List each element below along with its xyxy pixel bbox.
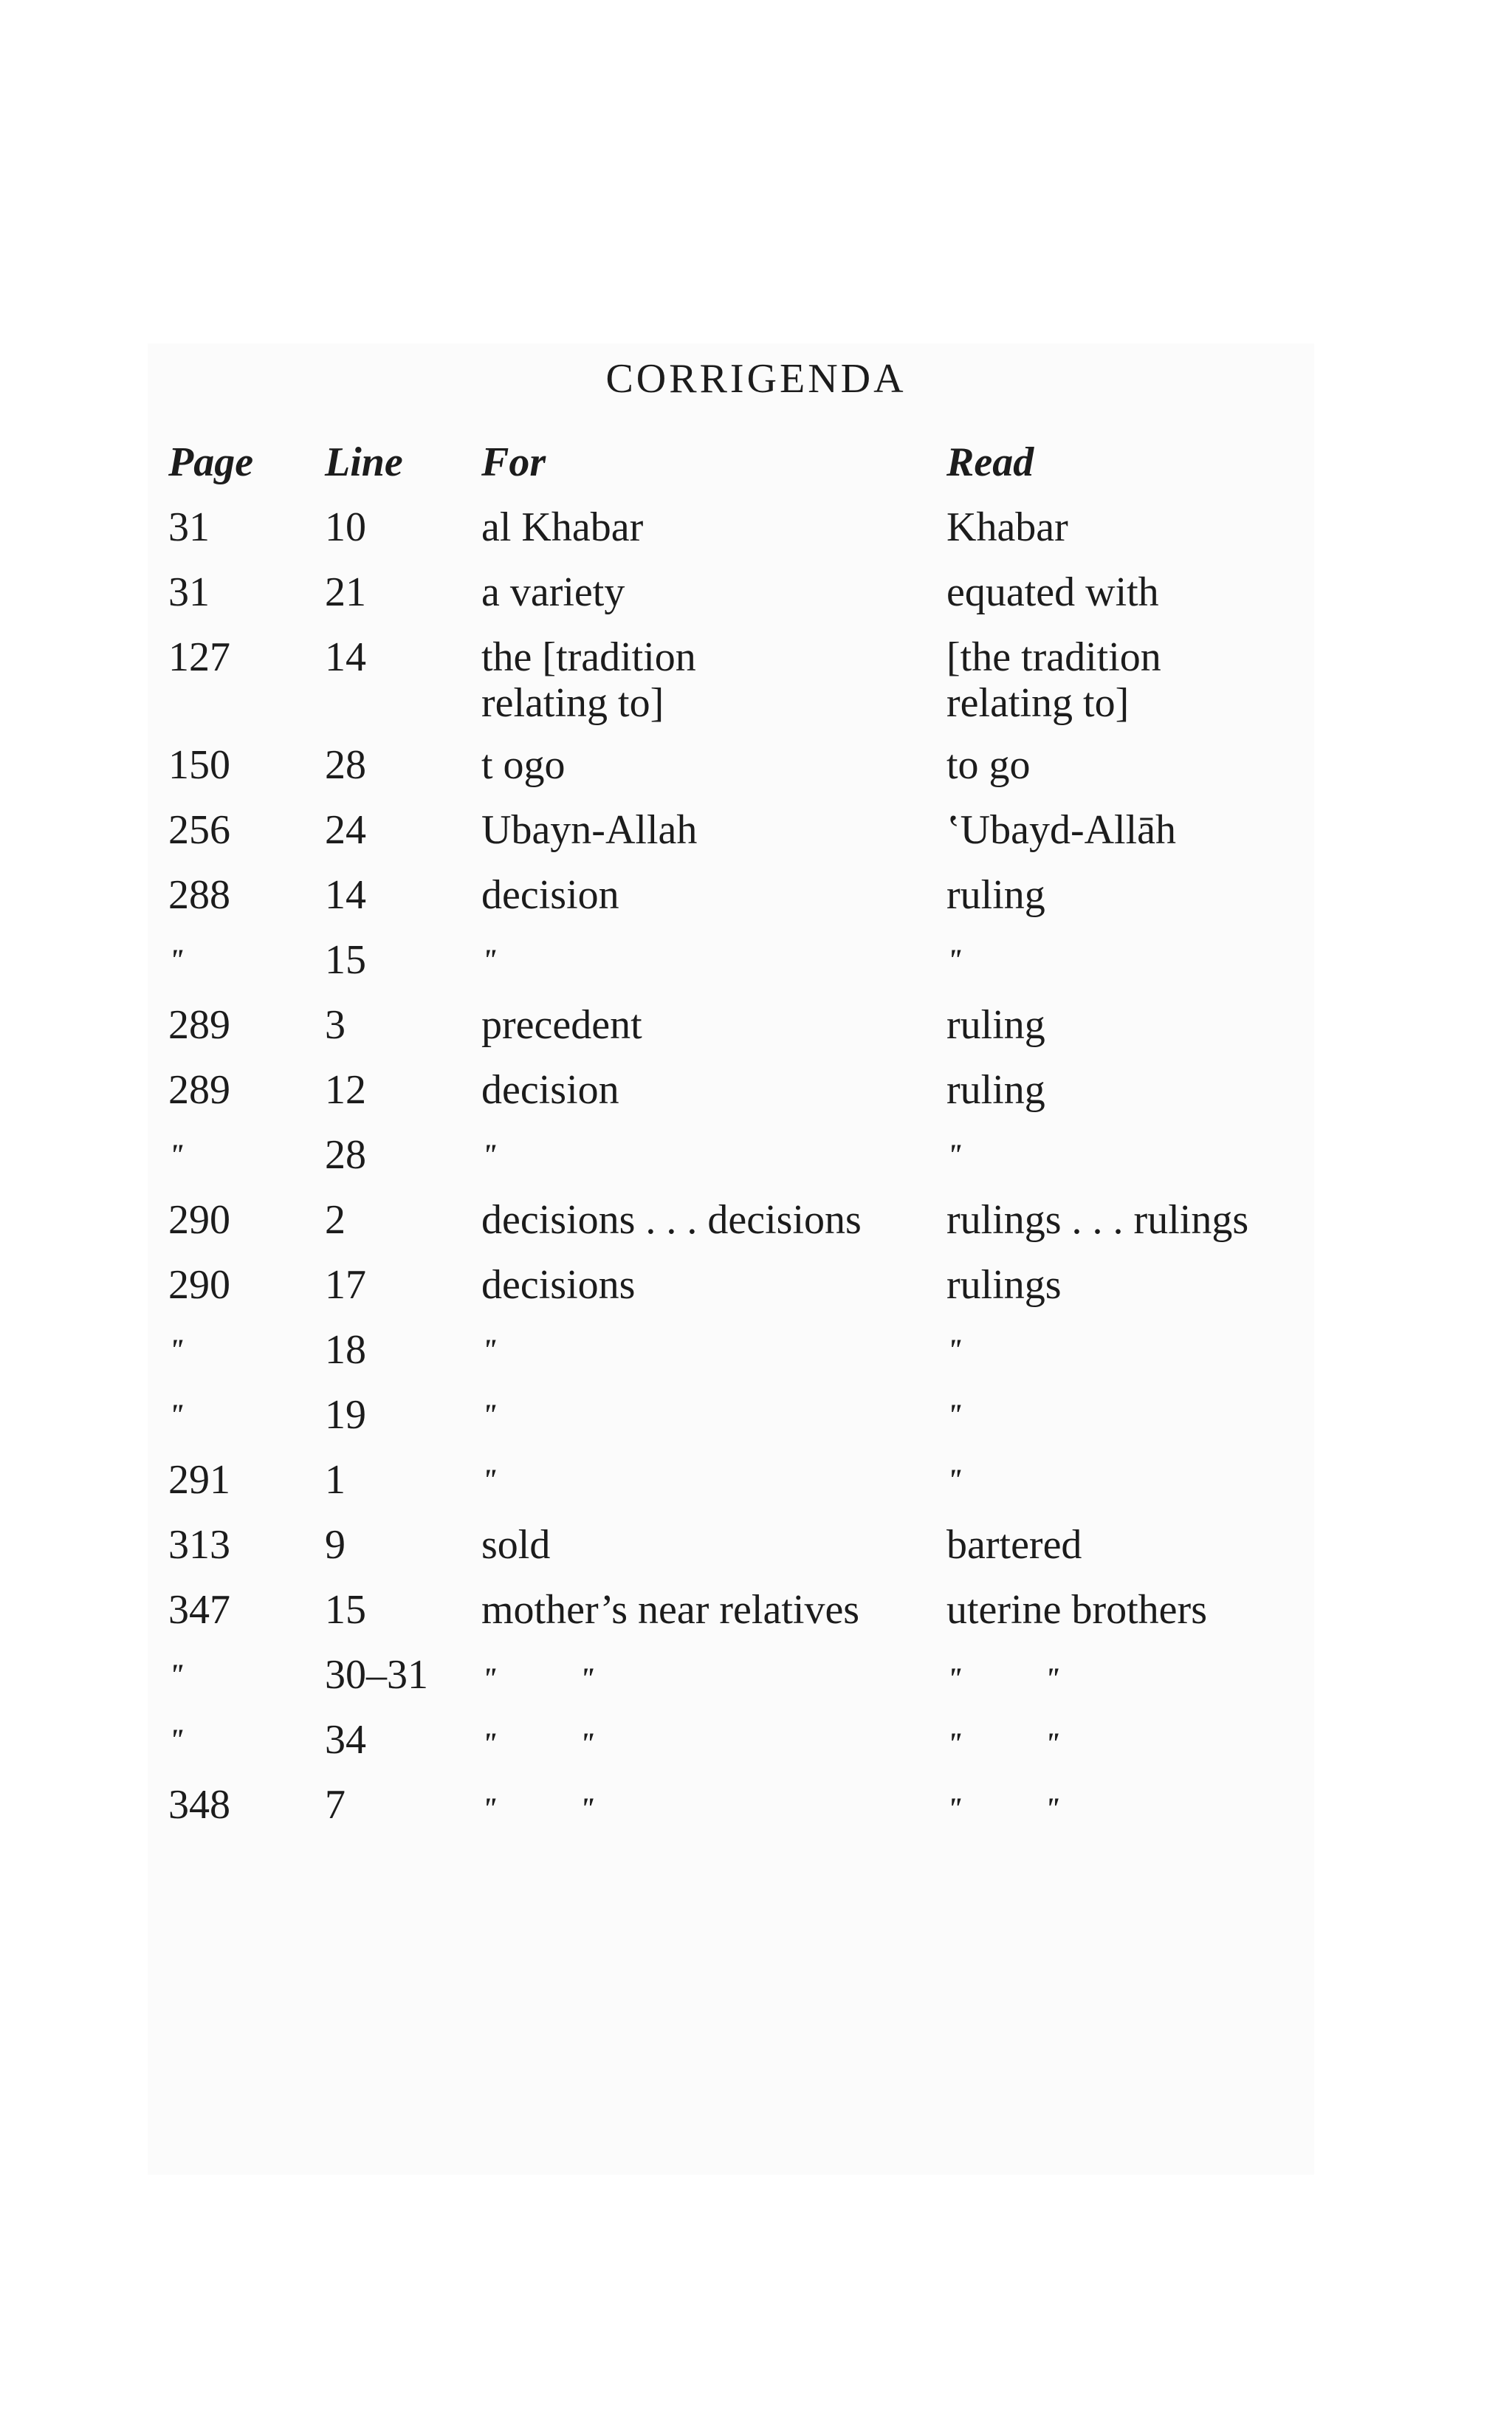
table-row — [168, 1457, 1320, 1522]
page-title: CORRIGENDA — [605, 356, 907, 402]
page-number: 347 — [168, 1587, 230, 1633]
for-text: t ogo — [481, 742, 566, 788]
header-page: Page — [168, 439, 254, 485]
page-number: 290 — [168, 1197, 230, 1243]
for-text: decision — [481, 1067, 619, 1113]
line-number: 10 — [325, 504, 366, 550]
line-number: 15 — [325, 937, 366, 983]
table-row — [168, 1067, 1320, 1132]
table-row — [168, 742, 1320, 807]
ditto-mark: " — [168, 943, 185, 976]
ditto-mark: " — [481, 1727, 498, 1760]
table-row — [168, 1197, 1320, 1262]
header-line: Line — [325, 439, 403, 485]
ditto-mark: " — [579, 1727, 596, 1760]
line-number: 9 — [325, 1522, 346, 1568]
for-text: decision — [481, 872, 619, 918]
corrigenda-table — [168, 439, 1320, 1847]
for-text: al Khabar — [481, 504, 644, 550]
line-number: 17 — [325, 1262, 366, 1308]
page-number: 127 — [168, 634, 230, 680]
page-number: 348 — [168, 1782, 230, 1828]
ditto-mark: " — [168, 1398, 185, 1431]
table-row — [168, 1392, 1320, 1457]
line-number: 7 — [325, 1782, 346, 1828]
table-row — [168, 634, 1320, 742]
for-text: the [tradition relating to] — [481, 634, 696, 726]
ditto-mark: " — [946, 1138, 963, 1171]
read-text: equated with — [946, 569, 1159, 615]
page-number: 256 — [168, 807, 230, 853]
for-ditto-pair — [481, 1652, 595, 1701]
read-text: ruling — [946, 872, 1045, 918]
line-number: 21 — [325, 569, 366, 615]
table-row — [168, 1522, 1320, 1587]
table-header — [168, 439, 1320, 504]
ditto-mark: " — [168, 1333, 185, 1366]
line-number: 28 — [325, 1132, 366, 1178]
header-for: For — [481, 439, 546, 485]
line-number: 2 — [325, 1197, 346, 1243]
read-text: Khabar — [946, 504, 1068, 550]
line-number: 18 — [325, 1327, 366, 1373]
line-number: 34 — [325, 1717, 366, 1763]
page-number: 288 — [168, 872, 230, 918]
for-ditto-pair — [481, 1717, 595, 1766]
table-row — [168, 1132, 1320, 1197]
table-row — [168, 1327, 1320, 1392]
read-text: rulings — [946, 1262, 1062, 1308]
line-number: 3 — [325, 1002, 346, 1048]
read-text: ruling — [946, 1067, 1045, 1113]
ditto-mark: " — [481, 1662, 498, 1695]
ditto-mark: " — [946, 943, 963, 976]
read-text: ruling — [946, 1002, 1045, 1048]
line-number: 14 — [325, 634, 366, 680]
ditto-mark: " — [946, 1333, 963, 1366]
line-number: 30–31 — [325, 1652, 428, 1698]
table-row — [168, 1717, 1320, 1782]
read-text: [the tradition relating to] — [946, 634, 1161, 726]
table-row — [168, 872, 1320, 937]
ditto-mark: " — [481, 1463, 498, 1496]
table-row — [168, 504, 1320, 569]
for-text: a variety — [481, 569, 625, 615]
page-number: 150 — [168, 742, 230, 788]
ditto-mark: " — [1044, 1727, 1061, 1760]
ditto-mark: " — [946, 1662, 963, 1695]
ditto-mark: " — [946, 1792, 963, 1825]
read-ditto-pair — [946, 1652, 1060, 1701]
page-number: 313 — [168, 1522, 230, 1568]
for-text: mother’s near relatives — [481, 1587, 860, 1633]
table-row — [168, 1587, 1320, 1652]
ditto-mark: " — [481, 1333, 498, 1366]
line-number: 24 — [325, 807, 366, 853]
table-row — [168, 937, 1320, 1002]
line-number: 28 — [325, 742, 366, 788]
read-text: uterine brothers — [946, 1587, 1207, 1633]
for-text: decisions . . . decisions — [481, 1197, 862, 1243]
read-text: to go — [946, 742, 1031, 788]
for-text: decisions — [481, 1262, 636, 1308]
table-row — [168, 1782, 1320, 1847]
table-row — [168, 569, 1320, 634]
ditto-mark: " — [579, 1792, 596, 1825]
ditto-mark: " — [946, 1463, 963, 1496]
ditto-mark: " — [946, 1727, 963, 1760]
ditto-mark: " — [481, 943, 498, 976]
page-number: 291 — [168, 1457, 230, 1503]
ditto-mark: " — [579, 1662, 596, 1695]
for-text: Ubayn-Allah — [481, 807, 698, 853]
ditto-mark: " — [1044, 1662, 1061, 1695]
page-number: 31 — [168, 504, 210, 550]
for-text: precedent — [481, 1002, 642, 1048]
ditto-mark: " — [481, 1398, 498, 1431]
read-text: bartered — [946, 1522, 1082, 1568]
ditto-mark: " — [168, 1138, 185, 1171]
table-row — [168, 807, 1320, 872]
header-read: Read — [946, 439, 1034, 485]
ditto-mark: " — [168, 1658, 185, 1691]
ditto-mark: " — [946, 1398, 963, 1431]
page-number: 31 — [168, 569, 210, 615]
page-number: 289 — [168, 1002, 230, 1048]
read-text: ʽUbayd-Allāh — [946, 807, 1177, 853]
for-text: sold — [481, 1522, 551, 1568]
table-row — [168, 1262, 1320, 1327]
line-number: 12 — [325, 1067, 366, 1113]
line-number: 15 — [325, 1587, 366, 1633]
line-number: 19 — [325, 1392, 366, 1438]
for-ditto-pair — [481, 1782, 595, 1831]
page-number: 289 — [168, 1067, 230, 1113]
line-number: 14 — [325, 872, 366, 918]
ditto-mark: " — [1044, 1792, 1061, 1825]
page-number: 290 — [168, 1262, 230, 1308]
ditto-mark: " — [481, 1138, 498, 1171]
ditto-mark: " — [168, 1723, 185, 1756]
read-ditto-pair — [946, 1717, 1060, 1766]
ditto-mark: " — [481, 1792, 498, 1825]
read-ditto-pair — [946, 1782, 1060, 1831]
line-number: 1 — [325, 1457, 346, 1503]
table-row — [168, 1002, 1320, 1067]
table-row — [168, 1652, 1320, 1717]
read-text: rulings . . . rulings — [946, 1197, 1249, 1243]
